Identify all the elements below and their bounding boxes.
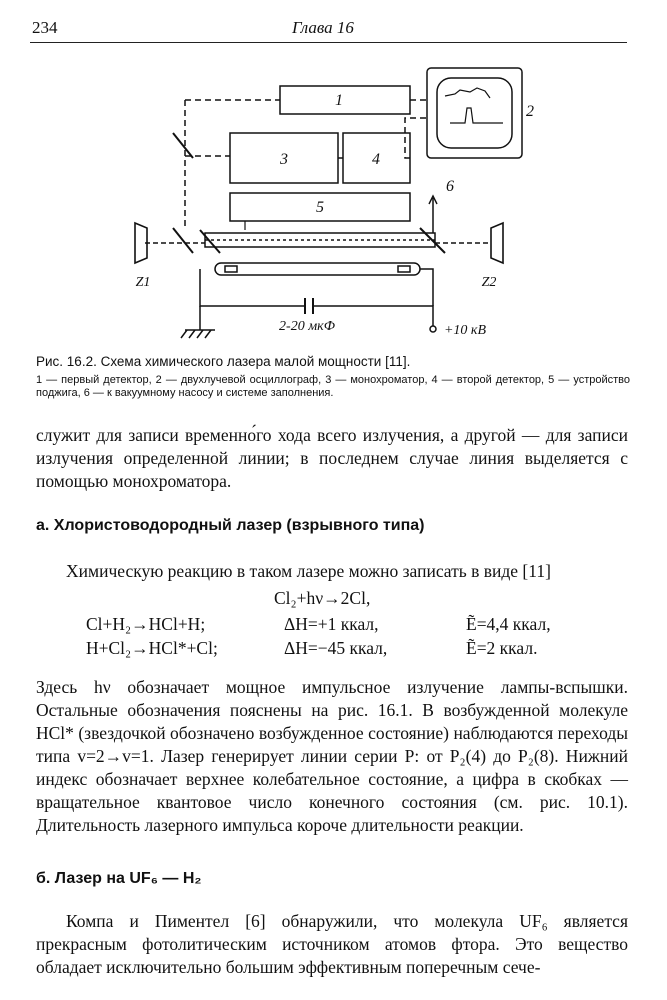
flash-lamp [215,263,420,275]
equation-2-enthalpy: ΔH=+1 ккал, [284,614,379,634]
section-heading-a: а. Хлористоводородный лазер (взрывного типа) [36,517,425,534]
figure-legend: 1 — первый детектор, 2 — двухлучевой осциллограф, 3 — монохроматор, 4 — второй детектор, 5 — устройство поджига, 6 — к вакуумному насосу и системе заполнения. [36,374,630,399]
label-5: 5 [316,199,324,216]
mirror-z2 [491,223,503,263]
voltage-terminal [430,326,436,332]
box-detector-1 [280,86,410,114]
label-3: 3 [280,151,288,168]
equation-2-energy: Ẽ=4,4 ккал, [466,614,551,634]
section-heading-b: б. Лазер на UF₆ — H₂ [36,870,202,887]
oscilloscope-screen [437,78,512,148]
paragraph-3: Здесь hν обозначает мощное импульсное излучение лампы-вспышки. Остальные обозначения пояснены на рис. 16.1. В возбужденной молекуле HCl* (звездочкой обозначено возбужденное состояние) наблюдаются переходы типа v=2→v=1. Лазер генерирует линии серии P: от P₂(4) до P₂(8). Нижний индекс обозначает верхнее колебательное состояние, а цифра в скобках — вращательное квантовое число конечного состояния (см. рис. 10.1). Длительность лазерного импульса короче длительности реакции. [36,677,628,835]
label-6: 6 [446,178,454,195]
laser-schematic-diagram [115,58,535,348]
paragraph-4: Компа и Пиментел [6] обнаружили, что молекула UF₆ является прекрасным фотолитическим источником атомов фтора. Это вещество обладает исключительно большим эффективным поперечным сече- [36,911,628,977]
equation-3-reaction: H+Cl₂→HCl*+Cl; [86,638,218,658]
ground-line [185,306,215,330]
label-capacitor: 2-20 мкФ [279,319,335,334]
laser-schematic-figure [115,58,535,348]
page-header [30,18,627,43]
label-z2: Z2 [481,275,497,290]
label-voltage: +10 кВ [443,323,487,338]
equation-2-reaction: Cl+H₂→HCl+H; [86,614,206,634]
label-2: 2 [526,103,534,120]
equation-block [70,588,610,662]
equation-3-enthalpy: ΔH=−45 ккал, [284,638,388,658]
paragraph-2: Химическую реакцию в таком лазере можно записать в виде [11] [66,561,551,581]
page-number: 234 [32,18,58,37]
label-z1: Z1 [135,275,151,290]
label-4: 4 [372,151,380,168]
mirror-left-bottom [173,228,193,253]
paragraph-1: служит для записи временно́го хода всего излучения, а другой — для записи излучения определенной линии; в последнем случае линия выделяется с помощью монохроматора. [36,425,628,491]
equation-1: Cl₂+hν→2Cl, [274,588,371,608]
oscilloscope-trace-top [445,88,490,98]
figure-caption: Рис. 16.2. Схема химического лазера малой мощности [11]. [36,354,411,369]
label-1: 1 [335,92,343,109]
running-head: Глава 16 [292,18,354,37]
oscilloscope-trace-bottom [450,108,503,123]
mirror-left-top [173,133,193,158]
equation-3-energy: Ẽ=2 ккал. [466,638,538,658]
